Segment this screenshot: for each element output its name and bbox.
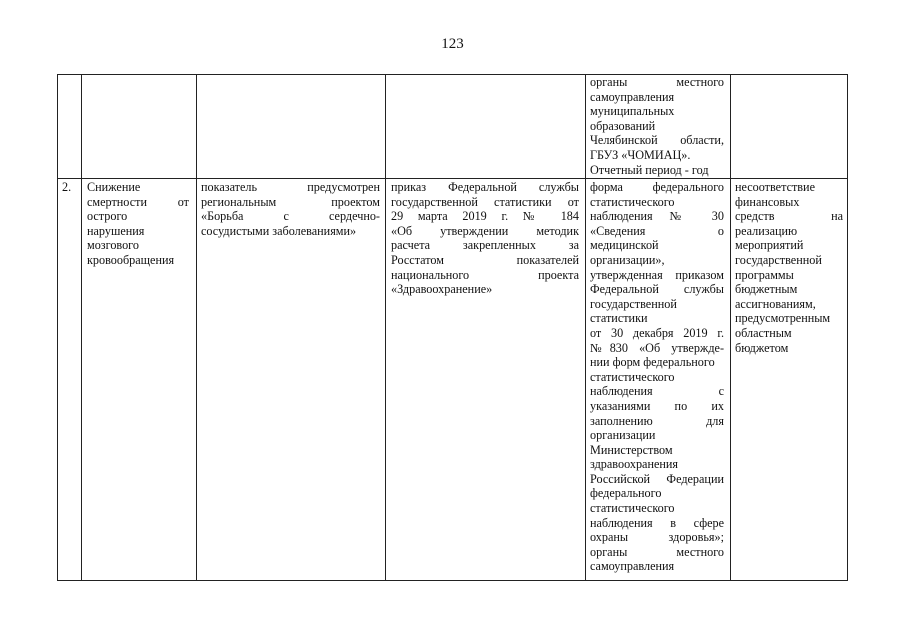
- row-number-cell: [62, 180, 78, 195]
- cell-text-line: ассигнованиям,: [735, 296, 816, 311]
- cell-text-line: несоответствие: [735, 180, 815, 194]
- cell-text-line: нии форм федерального: [590, 355, 715, 370]
- cell-text-line: органы местного: [590, 75, 724, 89]
- cell-text-line: медицинской: [590, 238, 659, 253]
- cell-text-line: №830 «Об утвержде-: [590, 340, 724, 355]
- table-col-border: [730, 74, 731, 581]
- cell-text-line: наблюдения в сфере: [590, 515, 724, 530]
- cell-text-line: образований: [590, 118, 656, 133]
- cell-text-line: органы местного: [590, 544, 724, 559]
- table-col-border: [57, 74, 58, 581]
- cell-text-line: «Борьба с сердечно-: [201, 209, 380, 224]
- cell-text-line: острого: [87, 209, 128, 224]
- cell-text-line: 29 марта 2019 г. № 184: [391, 209, 579, 224]
- cell-text-line: «Сведения о: [590, 223, 724, 238]
- cell-text-line: муниципальных: [590, 104, 675, 119]
- cell-text-line: региональным проектом: [201, 194, 380, 209]
- table-col-border: [585, 74, 586, 581]
- cell-text-line: показатель предусмотрен: [201, 180, 380, 194]
- page-number: 123: [441, 36, 464, 52]
- cell-text-line: реализацию: [735, 223, 798, 238]
- cell-text-line: статистического: [590, 501, 675, 516]
- cell-text-line: областным: [735, 325, 792, 340]
- cell-text-line: кровообращения: [87, 252, 175, 267]
- data-source-cell: [590, 180, 724, 574]
- cell-text-line: государственной: [590, 296, 677, 311]
- cell-text-line: утвержденная приказом: [590, 267, 724, 282]
- risk-factor-cell: [735, 180, 843, 355]
- table-bottom-border: [57, 580, 847, 581]
- cell-text-line: наблюдения с: [590, 384, 724, 399]
- cell-text-line: от 30 декабря 2019 г.: [590, 325, 724, 340]
- cell-text-line: статистики: [590, 311, 648, 326]
- cell-text-line: мозгового: [87, 238, 139, 253]
- cell-text-line: Российской Федерации: [590, 471, 724, 486]
- cell-text-line: национального проекта: [391, 267, 579, 282]
- cell-text-line: финансовых: [735, 194, 800, 209]
- cell-text-line: государственной: [735, 252, 822, 267]
- table-top-border: [57, 74, 847, 75]
- cell-text-line: сосудистыми заболеваниями»: [201, 223, 357, 238]
- cell-text-line: указаниями по их: [590, 398, 724, 413]
- cell-text-line: мероприятий: [735, 238, 804, 253]
- cell-text-line: Снижение: [87, 180, 141, 194]
- cell-text-line: статистического: [590, 369, 675, 384]
- cell-text-line: «Об утверждении методик: [391, 223, 579, 238]
- cell-text-line: программы: [735, 267, 794, 282]
- indicator-basis-cell: [201, 180, 380, 238]
- cell-text-line: самоуправления: [590, 559, 675, 574]
- cell-text-line: Отчетный период - год: [590, 162, 709, 177]
- cell-text-line: предусмотренным: [735, 311, 831, 326]
- table-col-border: [385, 74, 386, 581]
- cell-text-line: ГБУЗ «ЧОМИАЦ».: [590, 147, 691, 162]
- calculation-method-cell: [391, 180, 579, 297]
- cell-text-line: заполнению для: [590, 413, 724, 428]
- cell-text-line: нарушения: [87, 223, 145, 238]
- cell-text-line: средств на: [735, 209, 843, 224]
- cell-text-line: Росстатом показателей: [391, 252, 579, 267]
- cell-text-line: Челябинской области,: [590, 133, 724, 148]
- cell-text-line: охраны здоровья»;: [590, 530, 724, 545]
- cell-text-line: здравоохранения: [590, 457, 679, 472]
- continued-row-responsible-cell: [590, 75, 724, 177]
- cell-text-line: статистического: [590, 194, 675, 209]
- cell-text-line: государственной статистики от: [391, 194, 579, 209]
- cell-text-line: организации»,: [590, 252, 665, 267]
- cell-text-line: бюджетом: [735, 340, 789, 355]
- cell-text-line: наблюдения № 30: [590, 209, 724, 224]
- cell-text-line: «Здравоохранение»: [391, 282, 493, 297]
- row-number: 2.: [62, 180, 72, 194]
- cell-text-line: самоуправления: [590, 89, 675, 104]
- cell-text-line: организации: [590, 428, 656, 443]
- table-col-border: [81, 74, 82, 581]
- cell-text-line: смертности от: [87, 194, 189, 209]
- table-col-border: [196, 74, 197, 581]
- indicator-name-cell: [87, 180, 189, 268]
- table-col-border: [847, 74, 848, 581]
- cell-text-line: бюджетным: [735, 282, 798, 297]
- cell-text-line: форма федерального: [590, 180, 724, 194]
- table-row-divider: [57, 178, 847, 179]
- cell-text-line: федерального: [590, 486, 662, 501]
- cell-text-line: расчета закрепленных за: [391, 238, 579, 253]
- cell-text-line: Министерством: [590, 442, 673, 457]
- cell-text-line: приказ Федеральной службы: [391, 180, 579, 194]
- cell-text-line: Федеральной службы: [590, 282, 724, 297]
